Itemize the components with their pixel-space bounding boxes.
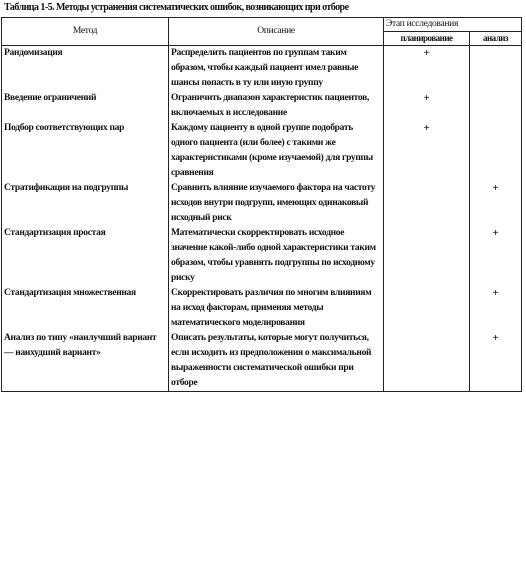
column-header-description: Описание bbox=[169, 18, 384, 46]
description-cell: Ограничить диапазон характеристик пациентов, включаемых в исследование bbox=[169, 91, 384, 121]
planning-mark bbox=[384, 331, 470, 392]
header-row bbox=[2, 18, 522, 32]
method-cell: Анализ по типу «наилучший вариант — наихудший вариант» bbox=[2, 331, 169, 392]
analysis-mark: + bbox=[470, 331, 522, 392]
planning-mark: + bbox=[384, 121, 470, 181]
table-row bbox=[2, 46, 522, 92]
table-caption: Таблица 1-5. Методы устранения систематических ошибок, возникающих при отборе bbox=[4, 2, 349, 13]
table-row bbox=[2, 226, 522, 286]
analysis-mark: + bbox=[470, 226, 522, 286]
analysis-mark bbox=[470, 121, 522, 181]
method-cell: Стандартизация простая bbox=[2, 226, 169, 286]
method-cell: Стратификация на подгруппы bbox=[2, 181, 169, 226]
description-cell: Описать результаты, которые могут получиться, если исходить из предположения о максимальной выраженности систематической ошибки при отборе bbox=[169, 331, 384, 392]
planning-mark bbox=[384, 286, 470, 331]
description-cell: Математически скорректировать исходное значение какой-либо одной характеристики таким образом, чтобы уравнять подгруппы по исходному риску bbox=[169, 226, 384, 286]
description-cell: Скорректировать различия по многим влияниям на исход факторам, применяя методы математического моделирования bbox=[169, 286, 384, 331]
methods-table bbox=[1, 17, 522, 392]
column-header-analysis: анализ bbox=[470, 32, 522, 46]
planning-mark: + bbox=[384, 91, 470, 121]
method-cell: Стандартизация множественная bbox=[2, 286, 169, 331]
description-cell: Каждому пациенту в одной группе подобрать одного пациента (или более) с такими же характеристиками (кроме изучаемой) для группы сравнения bbox=[169, 121, 384, 181]
planning-mark bbox=[384, 226, 470, 286]
table-row bbox=[2, 286, 522, 331]
column-header-stage: Этап исследования bbox=[384, 18, 522, 32]
analysis-mark bbox=[470, 91, 522, 121]
table-row bbox=[2, 181, 522, 226]
description-cell: Распределить пациентов по группам таким образом, чтобы каждый пациент имел равные шансы попасть в ту или иную группу bbox=[169, 46, 384, 92]
table-row bbox=[2, 121, 522, 181]
method-cell: Введение ограничений bbox=[2, 91, 169, 121]
column-header-method: Метод bbox=[2, 18, 169, 46]
table-row bbox=[2, 91, 522, 121]
method-cell: Рандомизация bbox=[2, 46, 169, 92]
description-cell: Сравнить влияние изучаемого фактора на частоту исходов внутри подгрупп, имеющих одинаковый исходный риск bbox=[169, 181, 384, 226]
planning-mark bbox=[384, 181, 470, 226]
analysis-mark bbox=[470, 46, 522, 92]
planning-mark: + bbox=[384, 46, 470, 92]
analysis-mark: + bbox=[470, 286, 522, 331]
table-row bbox=[2, 331, 522, 392]
column-header-planning: планирование bbox=[384, 32, 470, 46]
analysis-mark: + bbox=[470, 181, 522, 226]
method-cell: Подбор соответствующих пар bbox=[2, 121, 169, 181]
